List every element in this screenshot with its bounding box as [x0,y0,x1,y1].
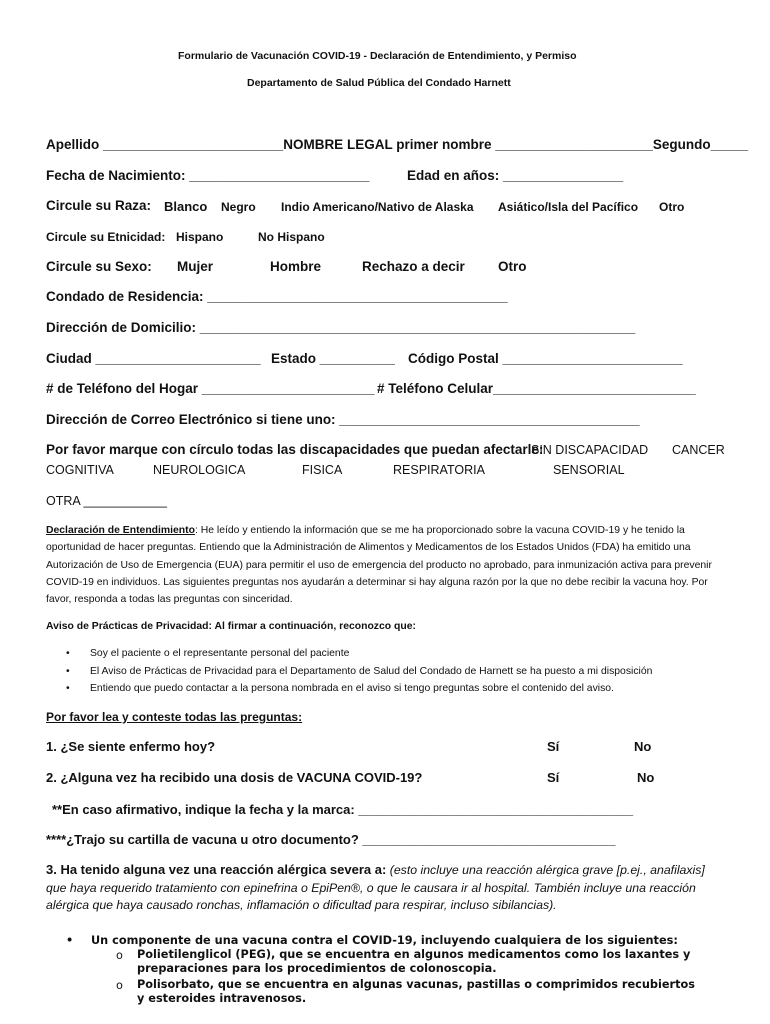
race-option-negro[interactable]: Negro [221,200,256,214]
question-3-title: 3. Ha tenido alguna vez una reacción alérgica severa a: [46,862,387,877]
birthdate-field[interactable]: Fecha de Nacimiento: ________________________ [46,168,370,183]
county-field[interactable]: Condado de Residencia: ________________________________________ [46,289,508,304]
age-field[interactable]: Edad en años: ________________ [407,168,624,183]
home-phone-field[interactable]: # de Teléfono del Hogar _______________________ [46,381,375,396]
state-field[interactable]: Estado __________ [271,351,395,366]
cell-phone-field[interactable]: # Teléfono Celular___________________________ [377,381,696,396]
list-item: • Soy el paciente o el representante personal del paciente [66,645,652,663]
disabilities-label: Por favor marque con círculo todas las discapacidades que puedan afectarle: [46,442,544,457]
sex-option-mujer[interactable]: Mujer [177,259,214,274]
question-2-date-brand-field[interactable]: **En caso afirmativo, indique la fecha y la marca: ______________________________________ [52,802,634,817]
disability-option-sensorial[interactable]: SENSORIAL [553,463,625,477]
question-3 [46,861,726,915]
question-3-description: (esto incluye una reacción alérgica grave [p.ej., anafilaxis] que haya requerido tratamiento con epinefrina o EpiPen®, o que le causara ir al hospital. También incluye una reacción alérgica que haya causado ronchas, inflamación o dificultad para respirar, incluso sibilancias). [46,863,705,912]
question-3-bullet-icon: • [66,934,74,947]
question-1-no[interactable]: No [634,739,652,754]
privacy-bullet-list [66,645,652,698]
sub-bullet-icon: o [116,979,123,992]
question-1: 1. ¿Se siente enfermo hoy? [46,739,216,754]
sex-option-hombre[interactable]: Hombre [270,259,322,274]
race-option-otro[interactable]: Otro [659,200,685,214]
disability-option-none[interactable]: SIN DISCAPACIDAD [531,443,649,457]
race-option-asiatico[interactable]: Asiático/Isla del Pacífico [498,200,639,214]
questions-instruction: Por favor lea y conteste todas las preguntas: [46,710,303,724]
form-title: Formulario de Vacunación COVID-19 - Declaración de Entendimiento, y Permiso [178,50,577,62]
question-2-yes[interactable]: Sí [547,770,560,785]
disability-option-respiratoria[interactable]: RESPIRATORIA [393,463,485,477]
ethnicity-option-no-hispano[interactable]: No Hispano [258,230,325,244]
address-field[interactable]: Dirección de Domicilio: __________________________________________________________ [46,320,636,335]
question-3-subitem-peg: Polietilenglicol (PEG), que se encuentra en algunos medicamentos como los laxantes y preparaciones para los procedimientos de colonoscopia. [137,948,691,975]
ethnicity-label: Circule su Etnicidad: [46,230,166,244]
disability-option-cancer[interactable]: CANCER [672,443,725,457]
sex-option-rechazo[interactable]: Rechazo a decir [362,259,465,274]
disability-option-neurologica[interactable]: NEUROLOGICA [153,463,246,477]
list-item: • El Aviso de Prácticas de Privacidad para el Departamento de Salud del Condado de Harnett se ha puesto a mi disposición [66,663,652,681]
city-field[interactable]: Ciudad ______________________ [46,351,261,366]
race-option-blanco[interactable]: Blanco [164,199,208,214]
sex-option-otro[interactable]: Otro [498,259,527,274]
form-subtitle: Departamento de Salud Pública del Condado Harnett [247,77,511,89]
race-option-indio[interactable]: Indio Americano/Nativo de Alaska [281,200,474,214]
disability-option-otra[interactable]: OTRA ____________ [46,494,167,508]
question-2-card-field[interactable]: ****¿Trajo su cartilla de vacuna u otro documento? ___________________________________ [46,832,616,847]
list-item: • Entiendo que puedo contactar a la persona nombrada en el aviso si tengo preguntas sobre el contenido del aviso. [66,680,652,698]
question-2-no[interactable]: No [637,770,655,785]
question-2: 2. ¿Alguna vez ha recibido una dosis de VACUNA COVID-19? [46,770,423,785]
ethnicity-option-hispano[interactable]: Hispano [176,230,224,244]
question-3-subitem-polisorbato: Polisorbato, que se encuentra en algunas vacunas, pastillas o comprimidos recubiertos y esteroides intravenosos. [137,978,695,1005]
name-field[interactable]: Apellido ________________________NOMBRE LEGAL primer nombre _____________________Segundo_____ [46,137,749,152]
declaration-paragraph [46,522,726,608]
disability-option-cognitiva[interactable]: COGNITIVA [46,463,114,477]
declaration-text: : He leído y entiendo la información que se me ha proporcionado sobre la vacuna COVID-19 y he tenido la oportunidad de hacer preguntas. Entiendo que la Administración de Alimentos y Medicamentos de los Estados Unidos (FDA) ha emitido una Autorización de Uso de Emergencia (EUA) para permitir el uso de emergencia del producto no aprobado, para inmunización activa para prevenir COVID-19 en individuos. Las siguientes preguntas nos ayudarán a determinar si hay alguna razón por la que no debe recibir la vacuna hoy. Por favor, responda a todas las preguntas con sinceridad. [46,525,712,606]
race-label: Circule su Raza: [46,198,152,213]
email-field[interactable]: Dirección de Correo Electrónico si tiene uno: ________________________________________ [46,412,640,427]
question-3-item: Un componente de una vacuna contra el COVID-19, incluyendo cualquiera de los siguientes: [91,934,678,947]
question-1-yes[interactable]: Sí [547,739,560,754]
sub-bullet-icon: o [116,949,123,962]
declaration-heading: Declaración de Entendimiento [46,525,195,536]
zip-field[interactable]: Código Postal ________________________ [408,351,683,366]
privacy-heading: Aviso de Prácticas de Privacidad: Al firmar a continuación, reconozco que: [46,621,416,632]
disability-option-fisica[interactable]: FISICA [302,463,343,477]
sex-label: Circule su Sexo: [46,259,152,274]
